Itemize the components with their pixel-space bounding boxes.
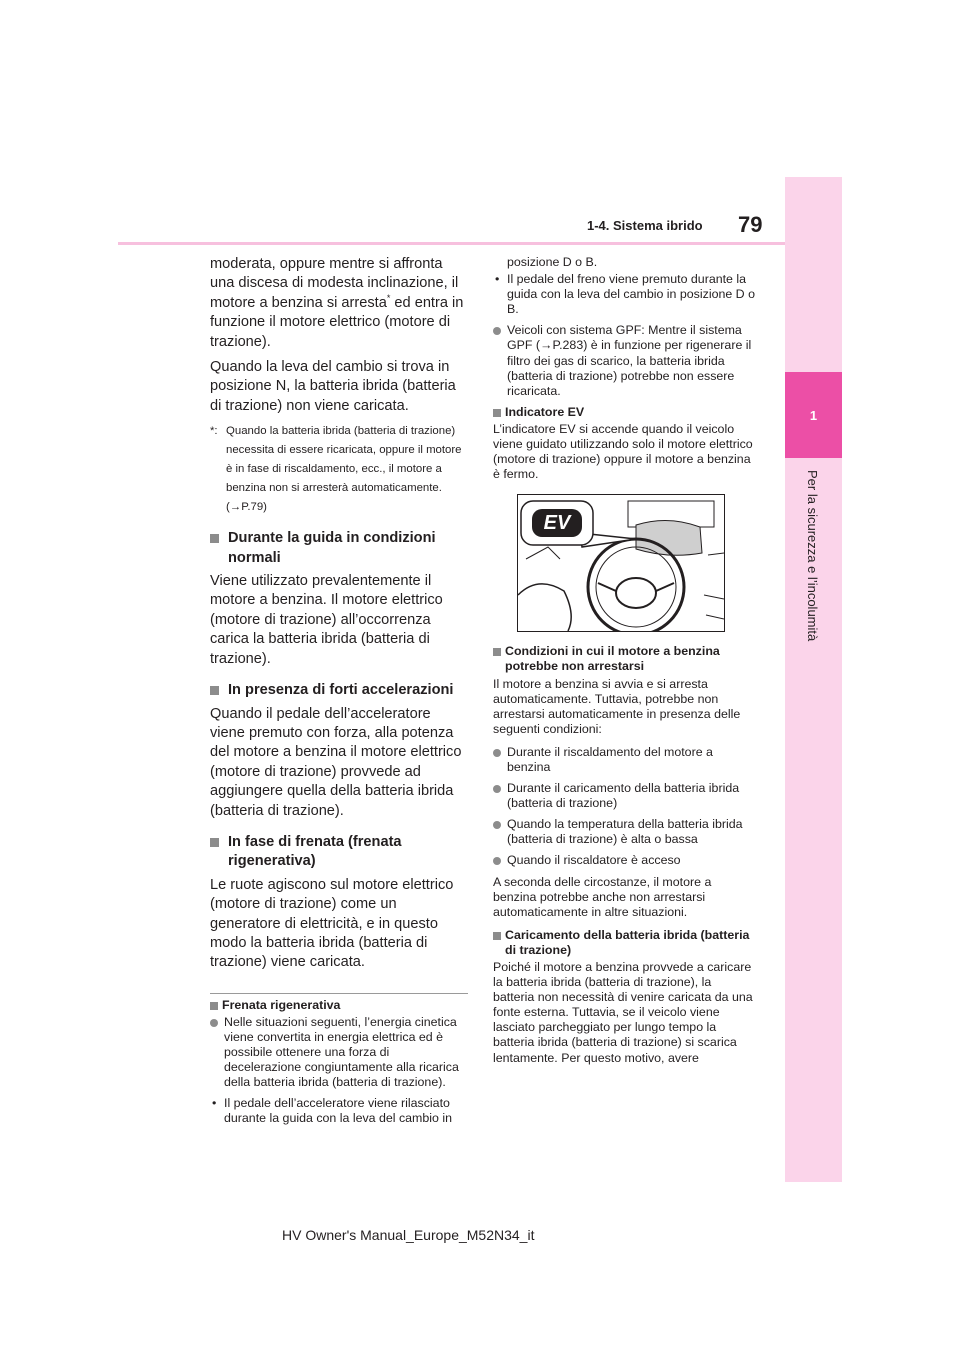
- square-bullet-icon: [210, 686, 219, 695]
- subheading: In presenza di forti accelerazioni: [210, 681, 468, 700]
- chapter-number-tab[interactable]: [785, 372, 842, 458]
- paragraph: Viene utilizzato prevalentemente il motore a benzina. Il motore elettrico (motore di trazione) all’occorrenza carica la batteria ibrida (batteria di trazione).: [210, 573, 443, 667]
- square-bullet-icon: [210, 1002, 218, 1010]
- ev-indicator-icon: EV: [543, 512, 571, 535]
- paragraph: Quando il pedale dell’acceleratore viene premuto con forza, alla potenza del motore a benzina il motore elettrico (motore di trazione) provvede ad aggiungere quella della batteria ibrida (batteria di trazione).: [210, 705, 462, 819]
- list-item: Quando il riscaldatore è acceso: [493, 853, 755, 868]
- footnote-mark: *:: [210, 425, 218, 438]
- paragraph: L’indicatore EV si accende quando il veicolo viene guidato utilizzando solo il motore elettrico (motore di trazione) oppure il motore a benzina è fermo.: [493, 421, 753, 482]
- dashboard-illustration: [518, 495, 724, 631]
- left-column: [210, 255, 468, 1133]
- info-heading: Frenata rigenerativa: [210, 998, 468, 1013]
- chapter-side-tab: [785, 177, 842, 1182]
- square-bullet-icon: [493, 409, 501, 417]
- list-item: Veicoli con sistema GPF: Mentre il sistema GPF (→P.283) è in funzione per rigenerare il filtro dei gas di scarico, la batteria ibrida (batteria di trazione) potrebbe non essere ricaricata.: [493, 323, 755, 398]
- list-item: Durante il riscaldamento del motore a benzina: [493, 745, 755, 775]
- square-bullet-icon: [493, 932, 501, 940]
- list-item: Durante il caricamento della batteria ibrida (batteria di trazione): [493, 781, 755, 811]
- paragraph: Il motore a benzina si avvia e si arresta automaticamente. Tuttavia, potrebbe non arrestarsi automaticamente in presenza delle seguenti condizioni:: [493, 676, 741, 736]
- paragraph: Poiché il motore a benzina provvede a caricare la batteria ibrida (batteria di trazione), la batteria non necessità di venire caricata da una fonte esterna. Tuttavia, se il veicolo viene lasciato parcheggiato per lungo tempo la batteria ibrida (batteria di trazione) si scarica lentamente. Per questo motivo, avere: [493, 960, 753, 1065]
- chapter-number: 1: [809, 407, 818, 423]
- footnote-text: Quando la batteria ibrida (batteria di trazione) necessita di essere ricaricata, oppure il motore è in fase di riscaldamento, ecc., il motore a benzina non si arresterà automaticamente. (: [226, 425, 462, 514]
- chapter-title: Per la sicurezza e l’incolumità: [805, 470, 820, 642]
- circle-bullet-icon: [493, 785, 501, 793]
- paragraph: A seconda delle circostanze, il motore a benzina potrebbe anche non arrestarsi automaticamente in altre situazioni.: [493, 874, 712, 919]
- page-reference-link[interactable]: →P.79): [229, 501, 267, 514]
- ev-indicator-figure: [517, 494, 725, 632]
- footnote: [210, 422, 468, 517]
- list-item: Nelle situazioni seguenti, l’energia cinetica viene convertita in energia elettrica ed è possibile ottenere una forza di decelerazione congiuntamente alla ricarica della batteria ibrida (batteria di trazione).: [210, 1015, 468, 1090]
- circle-bullet-icon: [493, 327, 501, 335]
- square-bullet-icon: [210, 534, 219, 543]
- page-reference-link[interactable]: →P.283: [540, 338, 584, 353]
- paragraph-continuation: posizione D o B.: [507, 255, 598, 269]
- footer-manual-id: HV Owner's Manual_Europe_M52N34_it: [282, 1227, 535, 1243]
- circle-bullet-icon: [493, 857, 501, 865]
- header-rule: [118, 242, 785, 245]
- square-bullet-icon: [210, 838, 219, 847]
- paragraph: moderata, oppure mentre si affronta una discesa di modesta inclinazione, il motore a benzina si arresta* ed entra in funzione il motore elettrico (motore di trazione).: [210, 256, 464, 350]
- info-heading: Indicatore EV: [493, 405, 755, 420]
- square-bullet-icon: [493, 648, 501, 656]
- info-heading: Condizioni in cui il motore a benzina potrebbe non arrestarsi: [493, 644, 755, 674]
- page-number: 79: [738, 212, 763, 237]
- info-heading: Caricamento della batteria ibrida (batteria di trazione): [493, 928, 755, 958]
- footnote-asterisk: *: [386, 292, 391, 303]
- subheading: In fase di frenata (frenata rigenerativa): [210, 833, 468, 872]
- divider: [210, 993, 468, 994]
- subheading: Durante la guida in condizioni normali: [210, 529, 468, 568]
- list-item: • Il pedale dell’acceleratore viene rilasciato durante la guida con la leva del cambio in: [212, 1096, 452, 1126]
- circle-bullet-icon: [493, 749, 501, 757]
- list-item: • Il pedale del freno viene premuto durante la guida con la leva del cambio in posizione D o B.: [495, 272, 755, 317]
- circle-bullet-icon: [493, 821, 501, 829]
- right-column: [493, 255, 755, 1074]
- paragraph: Le ruote agiscono sul motore elettrico (motore di trazione) come un generatore di elettricità, e in questo modo la batteria ibrida (batteria di trazione) viene caricata.: [210, 876, 454, 971]
- section-title: 1-4. Sistema ibrido: [587, 218, 703, 233]
- list-item: Quando la temperatura della batteria ibrida (batteria di trazione) è alta o bassa: [493, 817, 755, 847]
- paragraph: Quando la leva del cambio si trova in posizione N, la batteria ibrida (batteria di trazione) non viene caricata.: [210, 359, 456, 414]
- circle-bullet-icon: [210, 1019, 218, 1027]
